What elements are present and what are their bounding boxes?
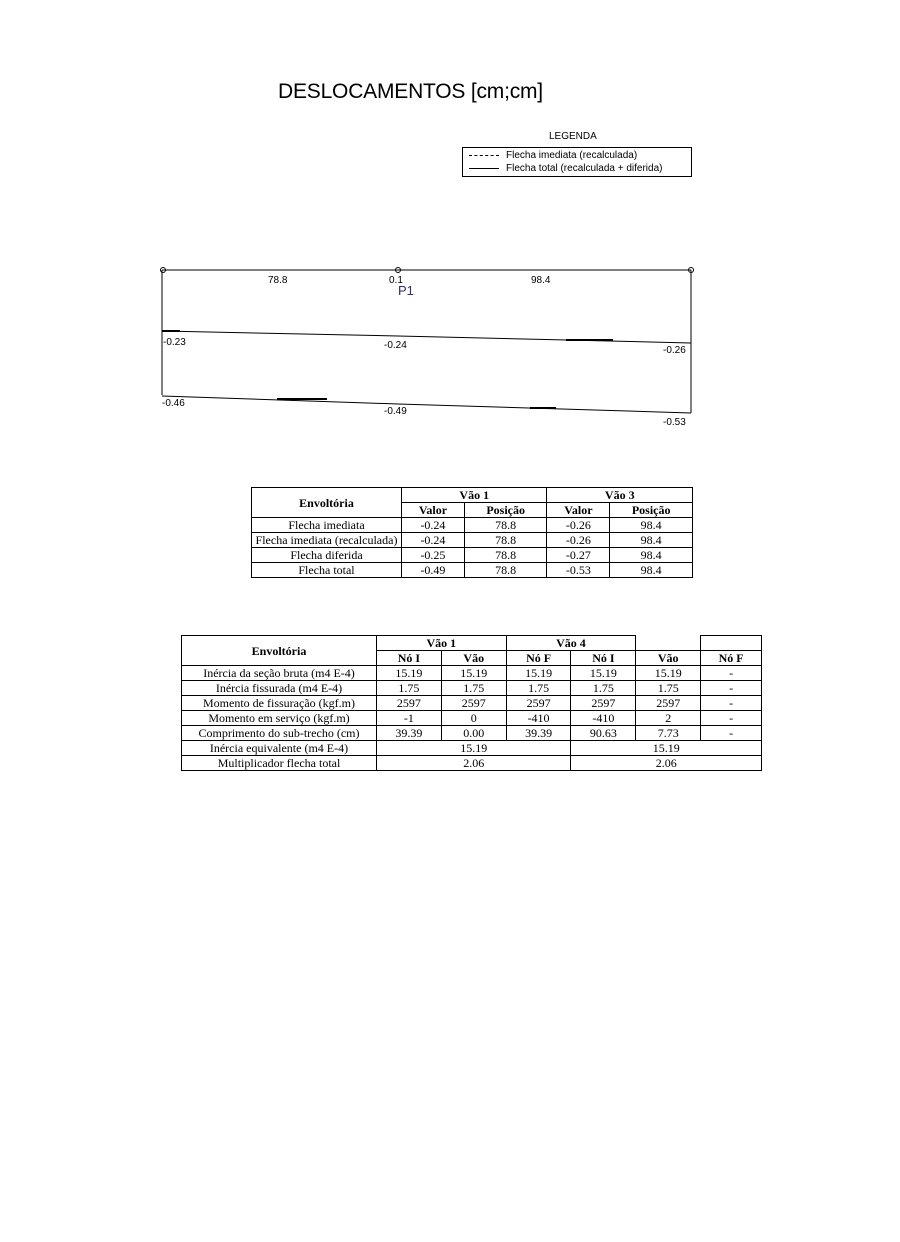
column-header: Nó I [571,651,636,666]
table-cell: 1.75 [441,681,506,696]
table-cell: 78.8 [464,533,547,548]
table-cell: 78.8 [464,563,547,578]
table-cell: - [701,681,762,696]
table-cell: 90.63 [571,726,636,741]
column-header: Vão [636,651,701,666]
span-header: Vão 3 [547,488,693,503]
legend-heading: LEGENDA [549,131,597,142]
row-label: Momento em serviço (kgf.m) [182,711,377,726]
table-cell: 1.75 [571,681,636,696]
span-header: Vão 4 [506,636,636,651]
row-label: Multiplicador flecha total [182,756,377,771]
row-label: Flecha diferida [252,548,402,563]
table-cell: -0.26 [547,518,610,533]
blank-header [636,636,701,651]
total-deflection-curve [162,396,691,413]
legend-label: Flecha total (recalculada + diferida) [506,162,663,174]
table-cell: -0.53 [547,563,610,578]
immediate-value: -0.23 [163,337,186,348]
column-header: Vão [441,651,506,666]
span-header: Vão 1 [377,636,507,651]
deflection-diagram [0,0,900,460]
table-cell: 15.19 [571,666,636,681]
table-cell: - [701,666,762,681]
table-cell: -0.24 [402,518,465,533]
column-header: Valor [547,503,610,518]
table-cell: 39.39 [377,726,442,741]
legend-label: Flecha imediata (recalculada) [506,149,638,161]
immediate-deflection-curve [162,331,691,343]
table-row [252,548,693,563]
table-cell: - [701,726,762,741]
span-length-label: 78.8 [268,275,288,286]
table-cell: 2597 [506,696,571,711]
table-cell: 15.19 [441,666,506,681]
column-header: Nó I [377,651,442,666]
inertia-table [181,635,762,771]
table-cell: 15.19 [571,741,762,756]
table-cell: 15.19 [636,666,701,681]
total-value: -0.49 [384,406,407,417]
table-cell: -410 [571,711,636,726]
span-length-label: 98.4 [531,275,551,286]
table-cell: 2597 [571,696,636,711]
table-cell: 2.06 [377,756,571,771]
page-title: DESLOCAMENTOS [cm;cm] [278,80,543,103]
table-cell: 98.4 [610,533,693,548]
table-cell: -0.26 [547,533,610,548]
column-header: Nó F [506,651,571,666]
row-label: Inércia da seção bruta (m4 E-4) [182,666,377,681]
table-cell: - [701,696,762,711]
table-row [182,711,762,726]
table-cell: 78.8 [464,518,547,533]
table-cell: 7.73 [636,726,701,741]
table-row [252,518,693,533]
table-cell: 2.06 [571,756,762,771]
table-row [182,726,762,741]
immediate-value: -0.26 [663,345,686,356]
table-row [182,741,762,756]
table-cell: -0.49 [402,563,465,578]
total-value: -0.46 [162,398,185,409]
row-label: Flecha total [252,563,402,578]
row-label: Flecha imediata [252,518,402,533]
table-row [182,696,762,711]
table-header: Envoltória [252,488,402,518]
table-cell: -410 [506,711,571,726]
total-value: -0.53 [663,417,686,428]
table-cell: 2597 [441,696,506,711]
table-cell: 98.4 [610,563,693,578]
row-label: Momento de fissuração (kgf.m) [182,696,377,711]
table-cell: 1.75 [377,681,442,696]
column-header: Posição [610,503,693,518]
deflection-summary-table [251,487,693,578]
row-label: Flecha imediata (recalculada) [252,533,402,548]
table-cell: 98.4 [610,518,693,533]
table-header: Envoltória [182,636,377,666]
table-cell: 1.75 [506,681,571,696]
table-cell: 15.19 [377,741,571,756]
column-header: Posição [464,503,547,518]
table-row [252,563,693,578]
row-label: Inércia fissurada (m4 E-4) [182,681,377,696]
table-row [182,756,762,771]
table-cell: 98.4 [610,548,693,563]
table-cell: 39.39 [506,726,571,741]
table-cell: 0.00 [441,726,506,741]
table-row [182,666,762,681]
column-header: Nó F [701,651,762,666]
table-cell: -1 [377,711,442,726]
table-cell: 0 [441,711,506,726]
row-label: Inércia equivalente (m4 E-4) [182,741,377,756]
blank-header [701,636,762,651]
span-length-label: 0.1 [389,275,403,286]
table-row [252,533,693,548]
table-cell: -0.25 [402,548,465,563]
span-header: Vão 1 [402,488,547,503]
table-cell: -0.27 [547,548,610,563]
table-cell: 15.19 [506,666,571,681]
table-cell: 2597 [377,696,442,711]
column-header: Valor [402,503,465,518]
table-cell: 2597 [636,696,701,711]
table-row [182,681,762,696]
support-label: P1 [398,283,414,298]
immediate-value: -0.24 [384,340,407,351]
table-cell: 15.19 [377,666,442,681]
table-cell: - [701,711,762,726]
table-cell: 1.75 [636,681,701,696]
row-label: Comprimento do sub-trecho (cm) [182,726,377,741]
table-cell: 2 [636,711,701,726]
table-cell: -0.24 [402,533,465,548]
table-cell: 78.8 [464,548,547,563]
